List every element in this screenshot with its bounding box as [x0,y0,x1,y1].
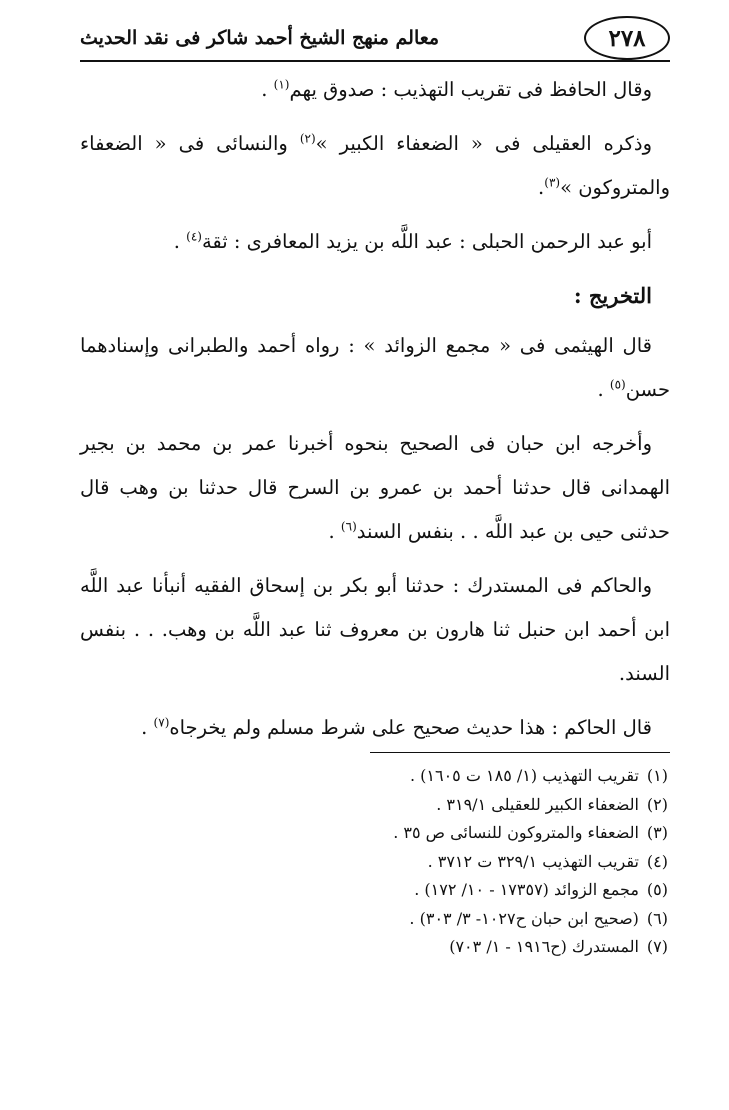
header-rule [80,60,670,62]
footnote-number: (٢) [646,794,668,814]
paragraph-hakim-mustadrak: والحاكم فى المستدرك : حدثنا أبو بكر بن إسحاق الفقيه أنبأنا عبد اللَّه ابن أحمد ابن حنبل ثنا هارون بن معروف ثنا عبد اللَّه بن وهب. . . بنفس السند. [80,574,670,685]
section-heading-takhrij: التخريج : [573,283,652,308]
footnote-ref: (٧) [153,715,170,730]
paragraph-uqayli-nasai: وذكره العقيلى فى « الضعفاء الكبير »$^{(٢)}$ والنسائى فى « الضعفاء والمتروكون »$^{(٣)}$. [80,131,670,199]
footnote-number: (٤) [646,851,668,871]
footnote-ref: (٥) [609,377,626,392]
paragraph-hakim-sahih: قال الحاكم : هذا حديث صحيح على شرط مسلم ولم يخرجاه$^{(٧)}$ . [141,715,652,739]
footnote-ref: (١) [273,77,290,92]
running-title: معالم منهج الشيخ أحمد شاكر فى نقد الحديث [80,27,440,49]
footnotes [80,762,668,962]
footnote-ref: (٦) [340,519,357,534]
page-header [80,14,670,66]
body-text [80,68,670,760]
footnote-5: (٥)مجمع الزوائد (١٧٣٥٧ - ١٠/ ١٧٢) . [80,876,668,905]
footnote-1: (١)تقريب التهذيب (١/ ١٨٥ ت ١٦٠٥) . [80,762,668,791]
footnote-number: (٦) [646,908,668,928]
page-number: ٢٧٨ [584,16,670,60]
paragraph-hubuli: أبو عبد الرحمن الحبلى : عبد اللَّه بن يزيد المعافرى : ثقة$^{(٤)}$ . [173,229,652,253]
footnote-number: (٣) [646,823,668,842]
footnote-ref: (٢) [299,131,316,146]
footnote-ref: (٤) [186,229,202,244]
paragraph-hafiz-taqrib: وقال الحافظ فى تقريب التهذيب : صدوق يهم$^{(١)}$ . [261,77,652,101]
footnote-6: (٦)(صحيح ابن حبان ح١٠٢٧- ٣/ ٣٠٣) . [80,905,668,934]
paragraph-ibn-hibban: وأخرجه ابن حبان فى الصحيح بنحوه أخبرنا عمر بن محمد بن بجير الهمدانى قال حدثنا أحمد بن عمرو بن السرح قال حدثنا بن وهب قال حدثنى حيى بن عبد اللَّه . . بنفس السند$^{(٦)}$ . [80,432,670,543]
footnote-7: (٧)المستدرك (ح١٩١٦ - ١/ ٧٠٣) [80,933,668,962]
footnote-3: (٣)الضعفاء والمتروكون للنسائى ص ٣٥ . [80,819,668,848]
footnote-ref: (٣) [544,175,561,190]
footnote-separator [370,752,670,753]
footnote-2: (٢)الضعفاء الكبير للعقيلى ٣١٩/١ . [80,791,668,820]
footnote-number: (٥) [646,880,668,899]
footnote-number: (١) [646,766,668,785]
footnote-4: (٤)تقريب التهذيب ٣٢٩/١ ت ٣٧١٢ . [80,848,668,877]
footnote-number: (٧) [646,937,668,956]
paragraph-haythami: قال الهيثمى فى « مجمع الزوائد » : رواه أحمد والطبرانى وإسنادهما حسن$^{(٥)}$ . [80,334,670,401]
